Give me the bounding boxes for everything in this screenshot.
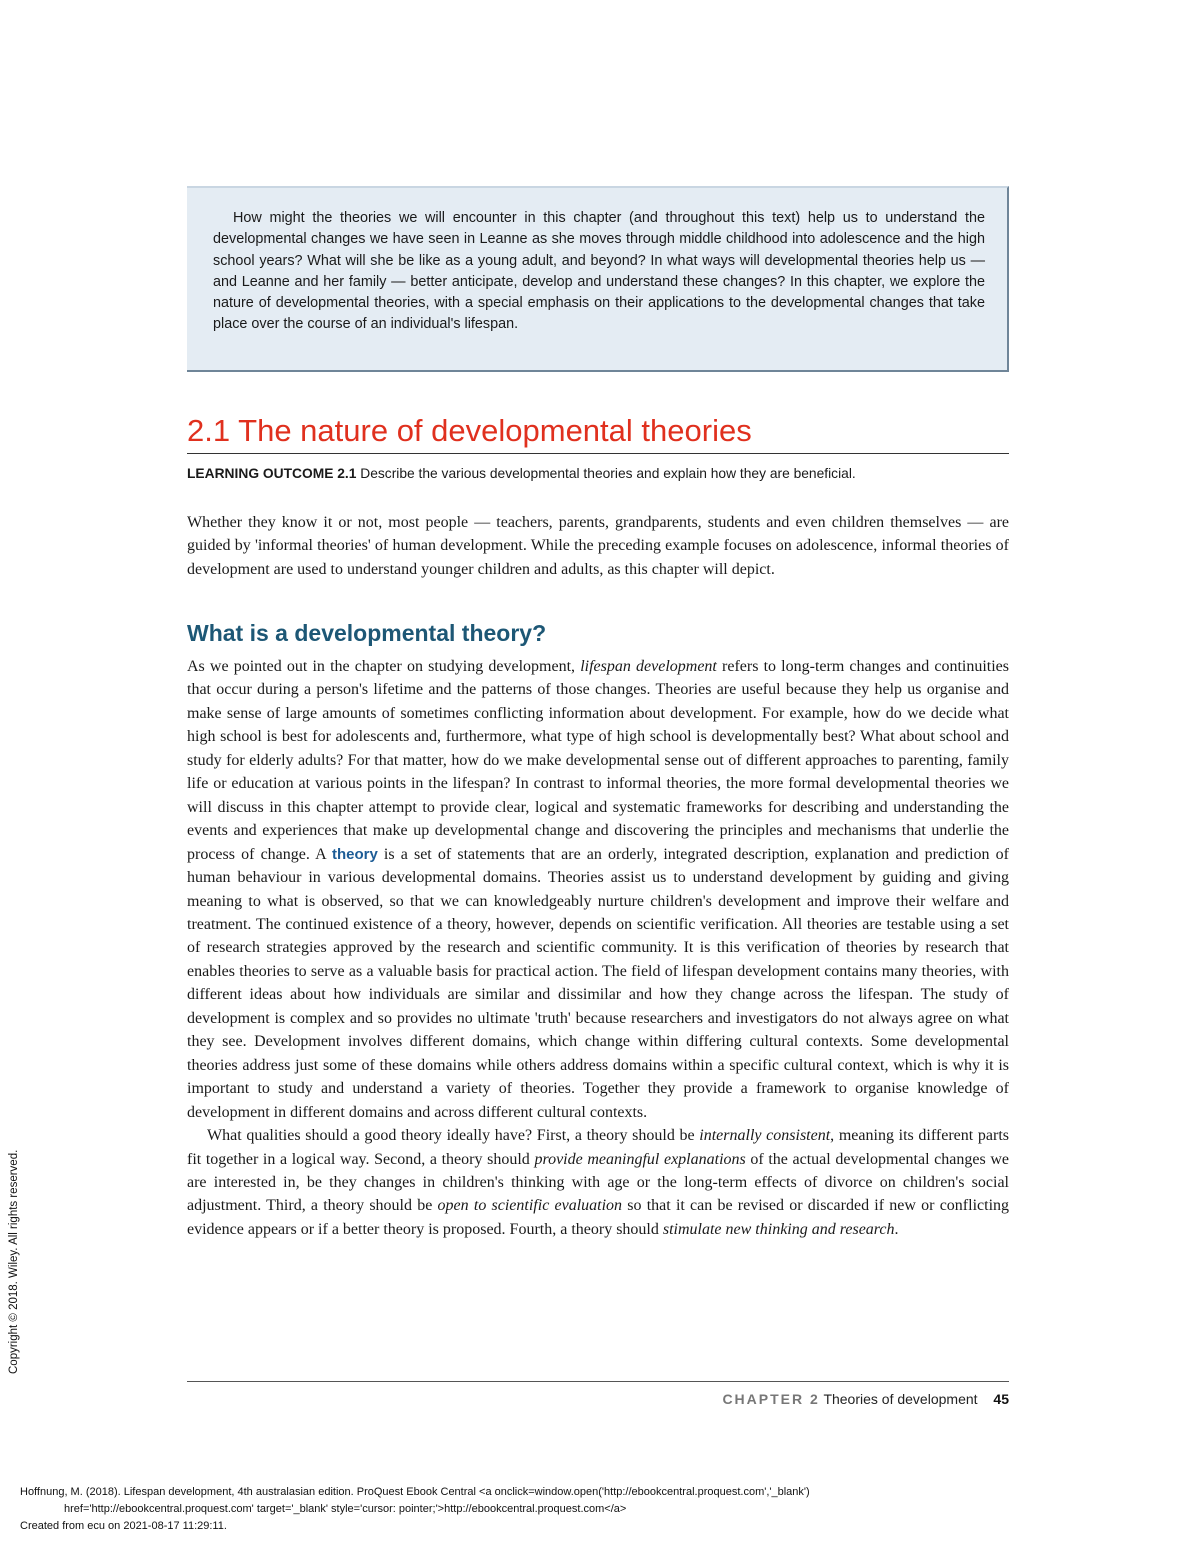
footer-divider [187, 1381, 1009, 1382]
citation-block [20, 1484, 1160, 1535]
citation-line-2: href='http://ebookcentral.proquest.com' target='_blank' style='cursor: pointer;'>http://ebookcentral.proquest.com</a> [64, 1503, 627, 1515]
emphasis-term: stimulate new thinking and research [662, 1220, 895, 1238]
footer-chapter-title: Theories of development [823, 1391, 978, 1407]
text-run: so that it can be revised or discarded if new or conflicting evidence appears or if a better theory is proposed. Fourth, a theory should [187, 1197, 1010, 1238]
emphasis-term: internally consistent [699, 1127, 831, 1145]
learning-outcome-text: Describe the various developmental theories and explain how they are beneficial. [360, 466, 856, 481]
key-term-theory[interactable]: theory [331, 845, 378, 863]
text-run: is a set of statements that are an orderly, integrated description, explanation and prediction of human behaviour in various developmental domains. Theories assist us to understand development by guiding and giving meaning to what is observed, so that we can knowledgeably nurture children's development and improve their welfare and treatment. The continued existence of a theory, however, depends on scientific verification. All theories are testable using a set of research strategies approved by the research and scientific community. It is this verification of theories by research that enables theories to serve as a valuable basis for practical action. The field of lifespan development contains many theories, with different ideas about how individuals are similar and dissimilar and how they change across the lifespan. The study of development is complex and so provides no ultimate 'truth' because researchers and investigators do not always agree on what they see. Development involves different domains, which change within differing cultural contexts. Some developmental theories address just some of these domains while others address domains within a specific cultural context, which is why it is important to study and understand a variety of theories. Together they provide a framework to organise knowledge of development in different domains and across different cultural contexts. [187, 845, 1010, 1121]
text-run: As we pointed out in the chapter on studying development, [187, 658, 581, 675]
learning-outcome [187, 464, 927, 484]
body-text [187, 655, 1009, 1241]
learning-outcome-label: LEARNING OUTCOME 2.1 [187, 466, 357, 481]
subsection-heading: What is a developmental theory? [187, 620, 547, 646]
citation-line-3: Created from ecu on 2021-08-17 11:29:11. [20, 1520, 227, 1532]
case-study-callout [187, 186, 1009, 372]
footer-chapter-label: CHAPTER 2 [722, 1391, 820, 1407]
text-run: . [894, 1220, 899, 1238]
body-paragraph-1 [187, 655, 1009, 1124]
emphasis-term: open to scientific evaluation [437, 1197, 623, 1215]
page-number: 45 [993, 1391, 1009, 1407]
text-run: What qualities should a good theory ideally have? First, a theory should be [207, 1127, 700, 1145]
citation-line-1: Hoffnung, M. (2018). Lifespan development, 4th australasian edition. ProQuest Ebook Central <a onclick=window.open('http://ebookcentral.proquest.com','_blank') [20, 1486, 810, 1498]
side-copyright-notice: Copyright © 2018. Wiley. All rights reserved. [8, 1149, 20, 1374]
callout-text: How might the theories we will encounter in this chapter (and throughout this text) help us to understand the developmental changes we have seen in Leanne as she moves through middle childhood into adolescence and the high school years? What will she be like as a young adult, and beyond? In what ways will developmental theories help us — and Leanne and her family — better anticipate, develop and understand these changes? In this chapter, we explore the nature of developmental theories, with a special emphasis on their applications to the developmental changes that take place over the course of an individual's lifespan. [213, 210, 985, 333]
emphasis-term: provide meaningful explanations [534, 1150, 746, 1168]
text-run: refers to long-term changes and continuities that occur during a person's lifetime and the patterns of those changes. Theories are useful because they help us organise and make sense of large amounts of sometimes conflicting information about development. For example, how do we decide what high school is best for adolescents and, furthermore, what type of high school is developmentally best? What about school and study for elderly adults? For that matter, how do we make developmental sense out of different approaches to parenting, family life or education at various points in the lifespan? In contrast to informal theories, the more formal developmental theories we will discuss in this chapter attempt to provide clear, logical and systematic frameworks for describing and understanding the events and experiences that make up developmental change and discovering the principles and mechanisms that underlie the process of change. A [187, 658, 1010, 863]
text-run: , meaning its different parts fit together in a logical way. Second, a theory should [187, 1127, 1009, 1168]
text-run: of the actual developmental changes we are interested in, be they changes in children's thinking with age or the long-term effects of divorce on children's social adjustment. Third, a theory should be [187, 1150, 1009, 1215]
section-intro: Whether they know it or not, most people — teachers, parents, grandparents, students and even children themselves — are guided by 'informal theories' of human development. While the preceding example focuses on adolescence, informal theories of development are used to understand younger children and adults, as this chapter will depict. [187, 514, 1009, 578]
body-paragraph-2 [187, 1124, 1009, 1241]
section-title: 2.1 The nature of developmental theories [187, 411, 1009, 454]
running-footer [722, 1391, 1009, 1407]
emphasis-term: lifespan development [580, 658, 717, 675]
